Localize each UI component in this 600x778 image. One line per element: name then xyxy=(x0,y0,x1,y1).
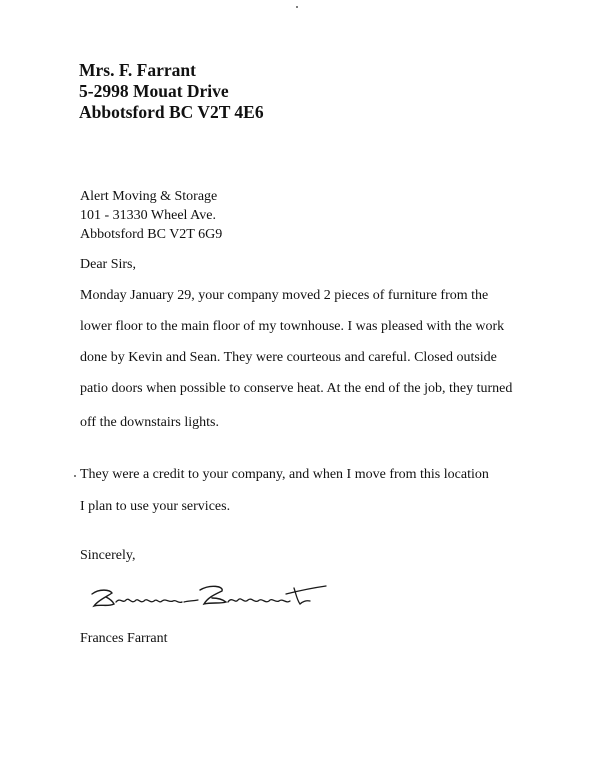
recipient-city: Abbotsford BC V2T 6G9 xyxy=(80,227,223,242)
body-line: patio doors when possible to conserve heat. At the end of the job, they turned xyxy=(80,381,513,396)
sender-name: Mrs. F. Farrant xyxy=(79,60,196,80)
signatory-name: Frances Farrant xyxy=(80,631,168,646)
closing: Sincerely, xyxy=(80,548,136,563)
body-line: off the downstairs lights. xyxy=(80,415,219,430)
body-line: lower floor to the main floor of my townhouse. I was pleased with the work xyxy=(80,319,505,334)
sender-address-block xyxy=(79,60,264,123)
body-line: done by Kevin and Sean. They were courteous and careful. Closed outside xyxy=(80,350,497,365)
recipient-company: Alert Moving & Storage xyxy=(80,189,218,204)
scan-speck xyxy=(296,6,298,8)
sender-street: 5-2998 Mouat Drive xyxy=(79,81,229,101)
salutation: Dear Sirs, xyxy=(80,257,136,272)
sender-city: Abbotsford BC V2T 4E6 xyxy=(79,102,264,122)
handwritten-signature xyxy=(88,580,338,620)
body-line: I plan to use your services. xyxy=(80,499,231,514)
recipient-street: 101 - 31330 Wheel Ave. xyxy=(80,208,216,223)
body-line: Monday January 29, your company moved 2 pieces of furniture from the xyxy=(80,288,489,303)
body-line: They were a credit to your company, and when I move from this location xyxy=(80,467,489,482)
recipient-address-block xyxy=(80,187,222,244)
scan-speck xyxy=(74,475,76,477)
